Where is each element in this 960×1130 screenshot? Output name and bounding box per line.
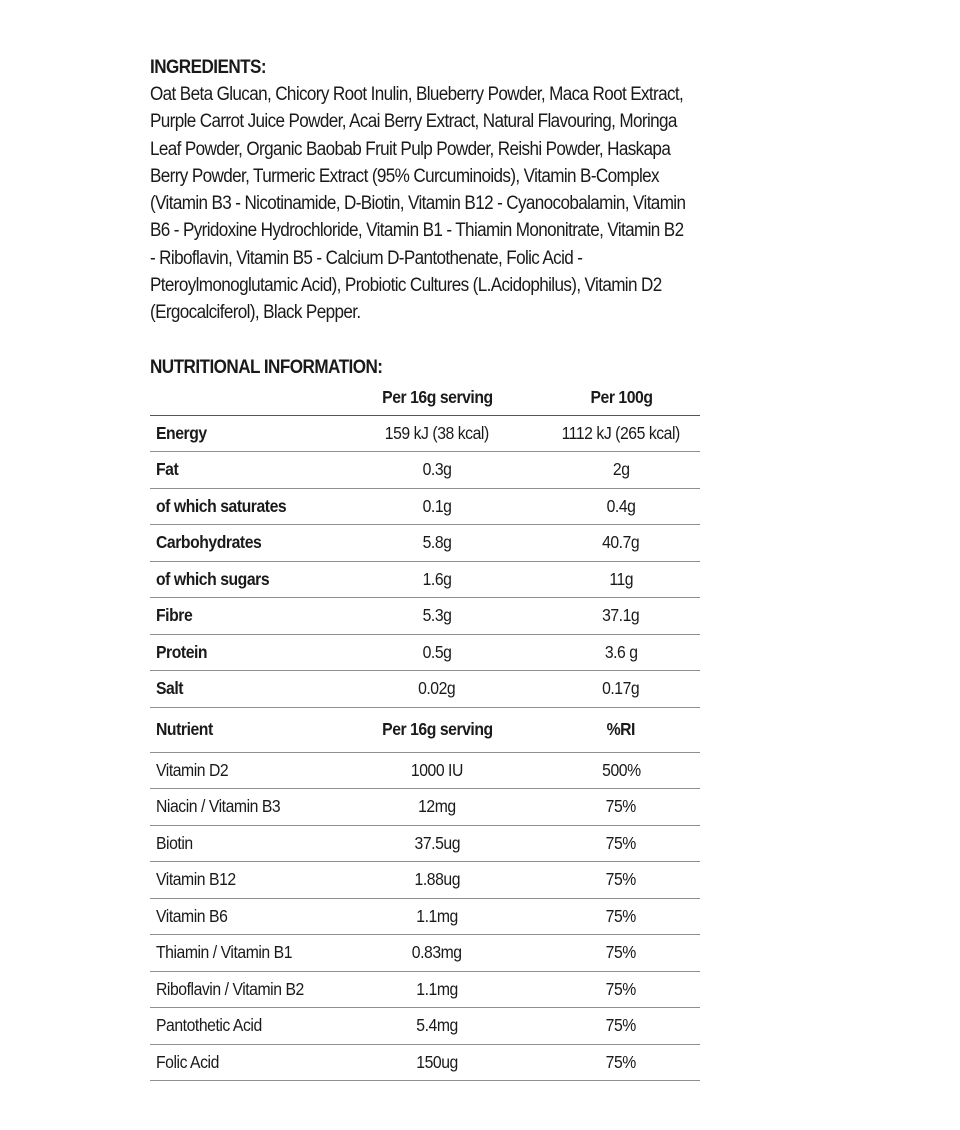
- nutrient-row: [150, 1044, 700, 1081]
- column-header-nutrient: Nutrient: [150, 707, 332, 752]
- nutrient-name: Pantothetic Acid: [150, 1008, 332, 1045]
- nutrition-table: [150, 381, 700, 1082]
- nutrition-name: Protein: [150, 634, 332, 671]
- column-header-per-serving: Per 16g serving: [332, 381, 542, 416]
- nutrition-name: Fibre: [150, 598, 332, 635]
- nutrient-row: [150, 898, 700, 935]
- nutrient-ri: 75%: [542, 825, 700, 862]
- nutrition-label-sheet: [150, 55, 702, 1081]
- nutrient-row: [150, 1008, 700, 1045]
- nutrient-ri: 75%: [542, 1008, 700, 1045]
- nutrition-per-100g: 0.4g: [542, 488, 700, 525]
- nutrient-per-serving: 0.83mg: [332, 935, 542, 972]
- nutrient-name: Vitamin B12: [150, 862, 332, 899]
- nutrient-name: Riboflavin / Vitamin B2: [150, 971, 332, 1008]
- nutrition-name: Salt: [150, 671, 332, 708]
- nutrient-row: [150, 935, 700, 972]
- nutrition-per-serving: 0.3g: [332, 452, 542, 489]
- nutrient-name: Biotin: [150, 825, 332, 862]
- nutrient-ri: 75%: [542, 935, 700, 972]
- nutrition-per-serving: 159 kJ (38 kcal): [332, 415, 542, 452]
- nutrition-per-serving: 5.8g: [332, 525, 542, 562]
- nutrition-row: [150, 598, 700, 635]
- nutrient-name: Folic Acid: [150, 1044, 332, 1081]
- nutrition-per-100g: 37.1g: [542, 598, 700, 635]
- column-header-blank: [150, 381, 332, 416]
- nutrition-per-serving: 1.6g: [332, 561, 542, 598]
- nutrition-row: [150, 561, 700, 598]
- column-header-nutrient-per-serving: Per 16g serving: [332, 707, 542, 752]
- nutrient-table-header: [150, 707, 700, 752]
- nutrition-per-100g: 1112 kJ (265 kcal): [542, 415, 700, 452]
- nutrition-per-100g: 11g: [542, 561, 700, 598]
- nutrition-row: [150, 488, 700, 525]
- nutrient-per-serving: 150ug: [332, 1044, 542, 1081]
- nutrient-row: [150, 971, 700, 1008]
- nutrition-per-serving: 0.02g: [332, 671, 542, 708]
- nutrient-row: [150, 752, 700, 789]
- nutrition-per-serving: 0.1g: [332, 488, 542, 525]
- nutrition-row: [150, 634, 700, 671]
- nutrient-per-serving: 12mg: [332, 789, 542, 826]
- nutrient-per-serving: 37.5ug: [332, 825, 542, 862]
- column-header-per-100g: Per 100g: [542, 381, 700, 416]
- nutrient-name: Vitamin B6: [150, 898, 332, 935]
- nutrient-ri: 75%: [542, 1044, 700, 1081]
- nutrient-per-serving: 1.1mg: [332, 971, 542, 1008]
- nutrition-heading: NUTRITIONAL INFORMATION:: [150, 356, 383, 378]
- nutrition-table-body: [150, 415, 700, 707]
- nutrient-ri: 75%: [542, 789, 700, 826]
- nutrition-name: Energy: [150, 415, 332, 452]
- nutrition-per-serving: 5.3g: [332, 598, 542, 635]
- ingredients-list: Oat Beta Glucan, Chicory Root Inulin, Blueberry Powder, Maca Root Extract, Purple Carrot Juice Powder, Acai Berry Extract, Natural Flavouring, Moringa Leaf Powder, Organic Baobab Fruit Pulp Powder, Reishi Powder, Haskapa Berry Powder, Turmeric Extract (95% Curcuminoids), Vitamin B-Complex (Vitamin B3 - Nicotinamide, D-Biotin, Vitamin B12 - Cyanocobalamin, Vitamin B6 - Pyridoxine Hydrochloride, Vitamin B1 - Thiamin Mononitrate, Vitamin B2 - Riboflavin, Vitamin B5 - Calcium D-Pantothenate, Folic Acid - Pteroylmonoglutamic Acid), Probiotic Cultures (L.Acidophilus), Vitamin D2 (Ergocalciferol), Black Pepper.: [150, 84, 686, 324]
- nutrition-row: [150, 452, 700, 489]
- ingredients-heading: INGREDIENTS:: [150, 57, 267, 78]
- nutrition-per-100g: 2g: [542, 452, 700, 489]
- nutrient-ri: 75%: [542, 898, 700, 935]
- nutrient-per-serving: 1.1mg: [332, 898, 542, 935]
- nutrient-per-serving: 5.4mg: [332, 1008, 542, 1045]
- nutrition-per-100g: 40.7g: [542, 525, 700, 562]
- nutrient-per-serving: 1.88ug: [332, 862, 542, 899]
- nutrition-row: [150, 415, 700, 452]
- nutrition-per-100g: 3.6 g: [542, 634, 700, 671]
- nutrition-table-header: [150, 381, 700, 416]
- nutrient-name: Thiamin / Vitamin B1: [150, 935, 332, 972]
- nutrient-table-body: [150, 752, 700, 1081]
- nutrient-per-serving: 1000 IU: [332, 752, 542, 789]
- nutrient-ri: 500%: [542, 752, 700, 789]
- nutrient-ri: 75%: [542, 971, 700, 1008]
- nutrient-name: Niacin / Vitamin B3: [150, 789, 332, 826]
- nutrition-name: Fat: [150, 452, 332, 489]
- nutrition-row: [150, 671, 700, 708]
- nutrition-name: of which saturates: [150, 488, 332, 525]
- nutrient-row: [150, 825, 700, 862]
- nutrient-row: [150, 789, 700, 826]
- nutrition-per-100g: 0.17g: [542, 671, 700, 708]
- nutrient-row: [150, 862, 700, 899]
- nutrient-name: Vitamin D2: [150, 752, 332, 789]
- nutrient-ri: 75%: [542, 862, 700, 899]
- nutrition-per-serving: 0.5g: [332, 634, 542, 671]
- nutrition-name: Carbohydrates: [150, 525, 332, 562]
- nutrition-row: [150, 525, 700, 562]
- column-header-ri: %RI: [542, 707, 700, 752]
- nutrition-name: of which sugars: [150, 561, 332, 598]
